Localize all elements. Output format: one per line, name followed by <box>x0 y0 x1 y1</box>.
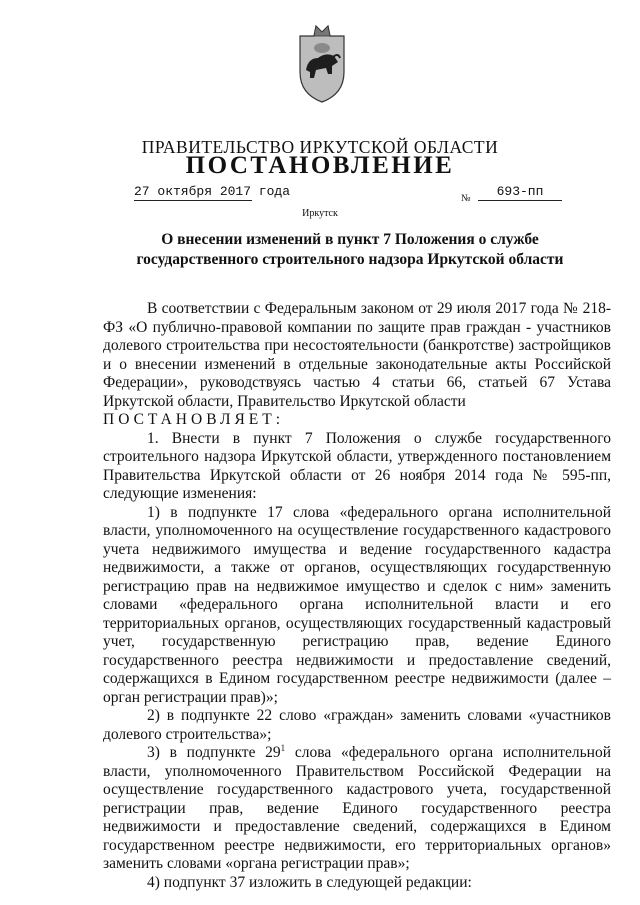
number-sign: № <box>461 193 471 204</box>
subitem-3-start: 3) в подпункте 29 <box>147 744 281 761</box>
document-body <box>103 300 611 892</box>
subitem-1-paragraph: 1) в подпункте 17 слова «федерального органа исполнительной власти, уполномоченного на осуществление государственного кадастрового учета недвижимого имущества и ведение государственного кадастра недвижимости, а также от органов, осуществляющих государственную регистрацию прав на недвижимое имущество и сделок с ним» заменить словами «федерального органа исполнительной власти и его территориальных органов, осуществляющих государственный кадастровый учет, государственную регистрацию прав, ведение Единого государственного реестра недвижимости и предоставление сведений, содержащихся в Едином государственном реестре недвижимости (далее – орган регистрации прав)»; <box>103 503 611 706</box>
document-date: 27 октября 2017 года <box>134 184 291 199</box>
city-name: Иркутск <box>302 208 338 219</box>
document-type: ПОСТАНОВЛЕНИЕ <box>185 152 455 179</box>
item-1-paragraph: 1. Внести в пункт 7 Положения о службе государственного строительного надзора Иркутской области, утвержденного постановлением Правительства Иркутской области от 26 ноября 2014 года № 595-пп, следующие изменения: <box>103 429 611 502</box>
subitem-3-rest: слова «федерального органа исполнительной власти, уполномоченного Правительством Российской Федерации на осуществление государственного кадастрового учета, государственной регистрации прав, ведение Единого государственного реестра недвижимости и предоставление сведений, содержащихся в Едином государственном реестре недвижимости, его территориальных органов» заменить словами «органа регистрации прав»; <box>103 744 611 872</box>
coat-of-arms-icon <box>292 22 352 104</box>
subitem-4-paragraph: 4) подпункт 37 изложить в следующей редакции: <box>147 873 472 891</box>
subitem-2-paragraph: 2) в подпункте 22 слово «граждан» заменить словами «участников долевого строительства»; <box>103 707 611 743</box>
document-number: 693-пп <box>478 184 562 201</box>
organization-name: ПРАВИТЕЛЬСТВО ИРКУТСКОЙ ОБЛАСТИ <box>141 137 499 157</box>
document-title: О внесении изменений в пункт 7 Положения о службе государственного строительного надзора Иркутской области <box>136 231 564 268</box>
subitem-3-superscript: 1 <box>280 742 286 753</box>
subitem-3-paragraph <box>103 744 611 874</box>
resolves-paragraph: ПОСТАНОВЛЯЕТ: <box>103 411 285 428</box>
preamble-paragraph: В соответствии с Федеральным законом от 29 июля 2017 года № 218-ФЗ «О публично-правовой компании по защите прав граждан - участников долевого строительства при несостоятельности (банкротстве) застройщиков и о внесении изменений в отдельные законодательные акты Российской Федерации», руководствуясь частью 4 статьи 66, статьей 67 Устава Иркутской области, Правительство Иркутской области <box>103 300 611 410</box>
